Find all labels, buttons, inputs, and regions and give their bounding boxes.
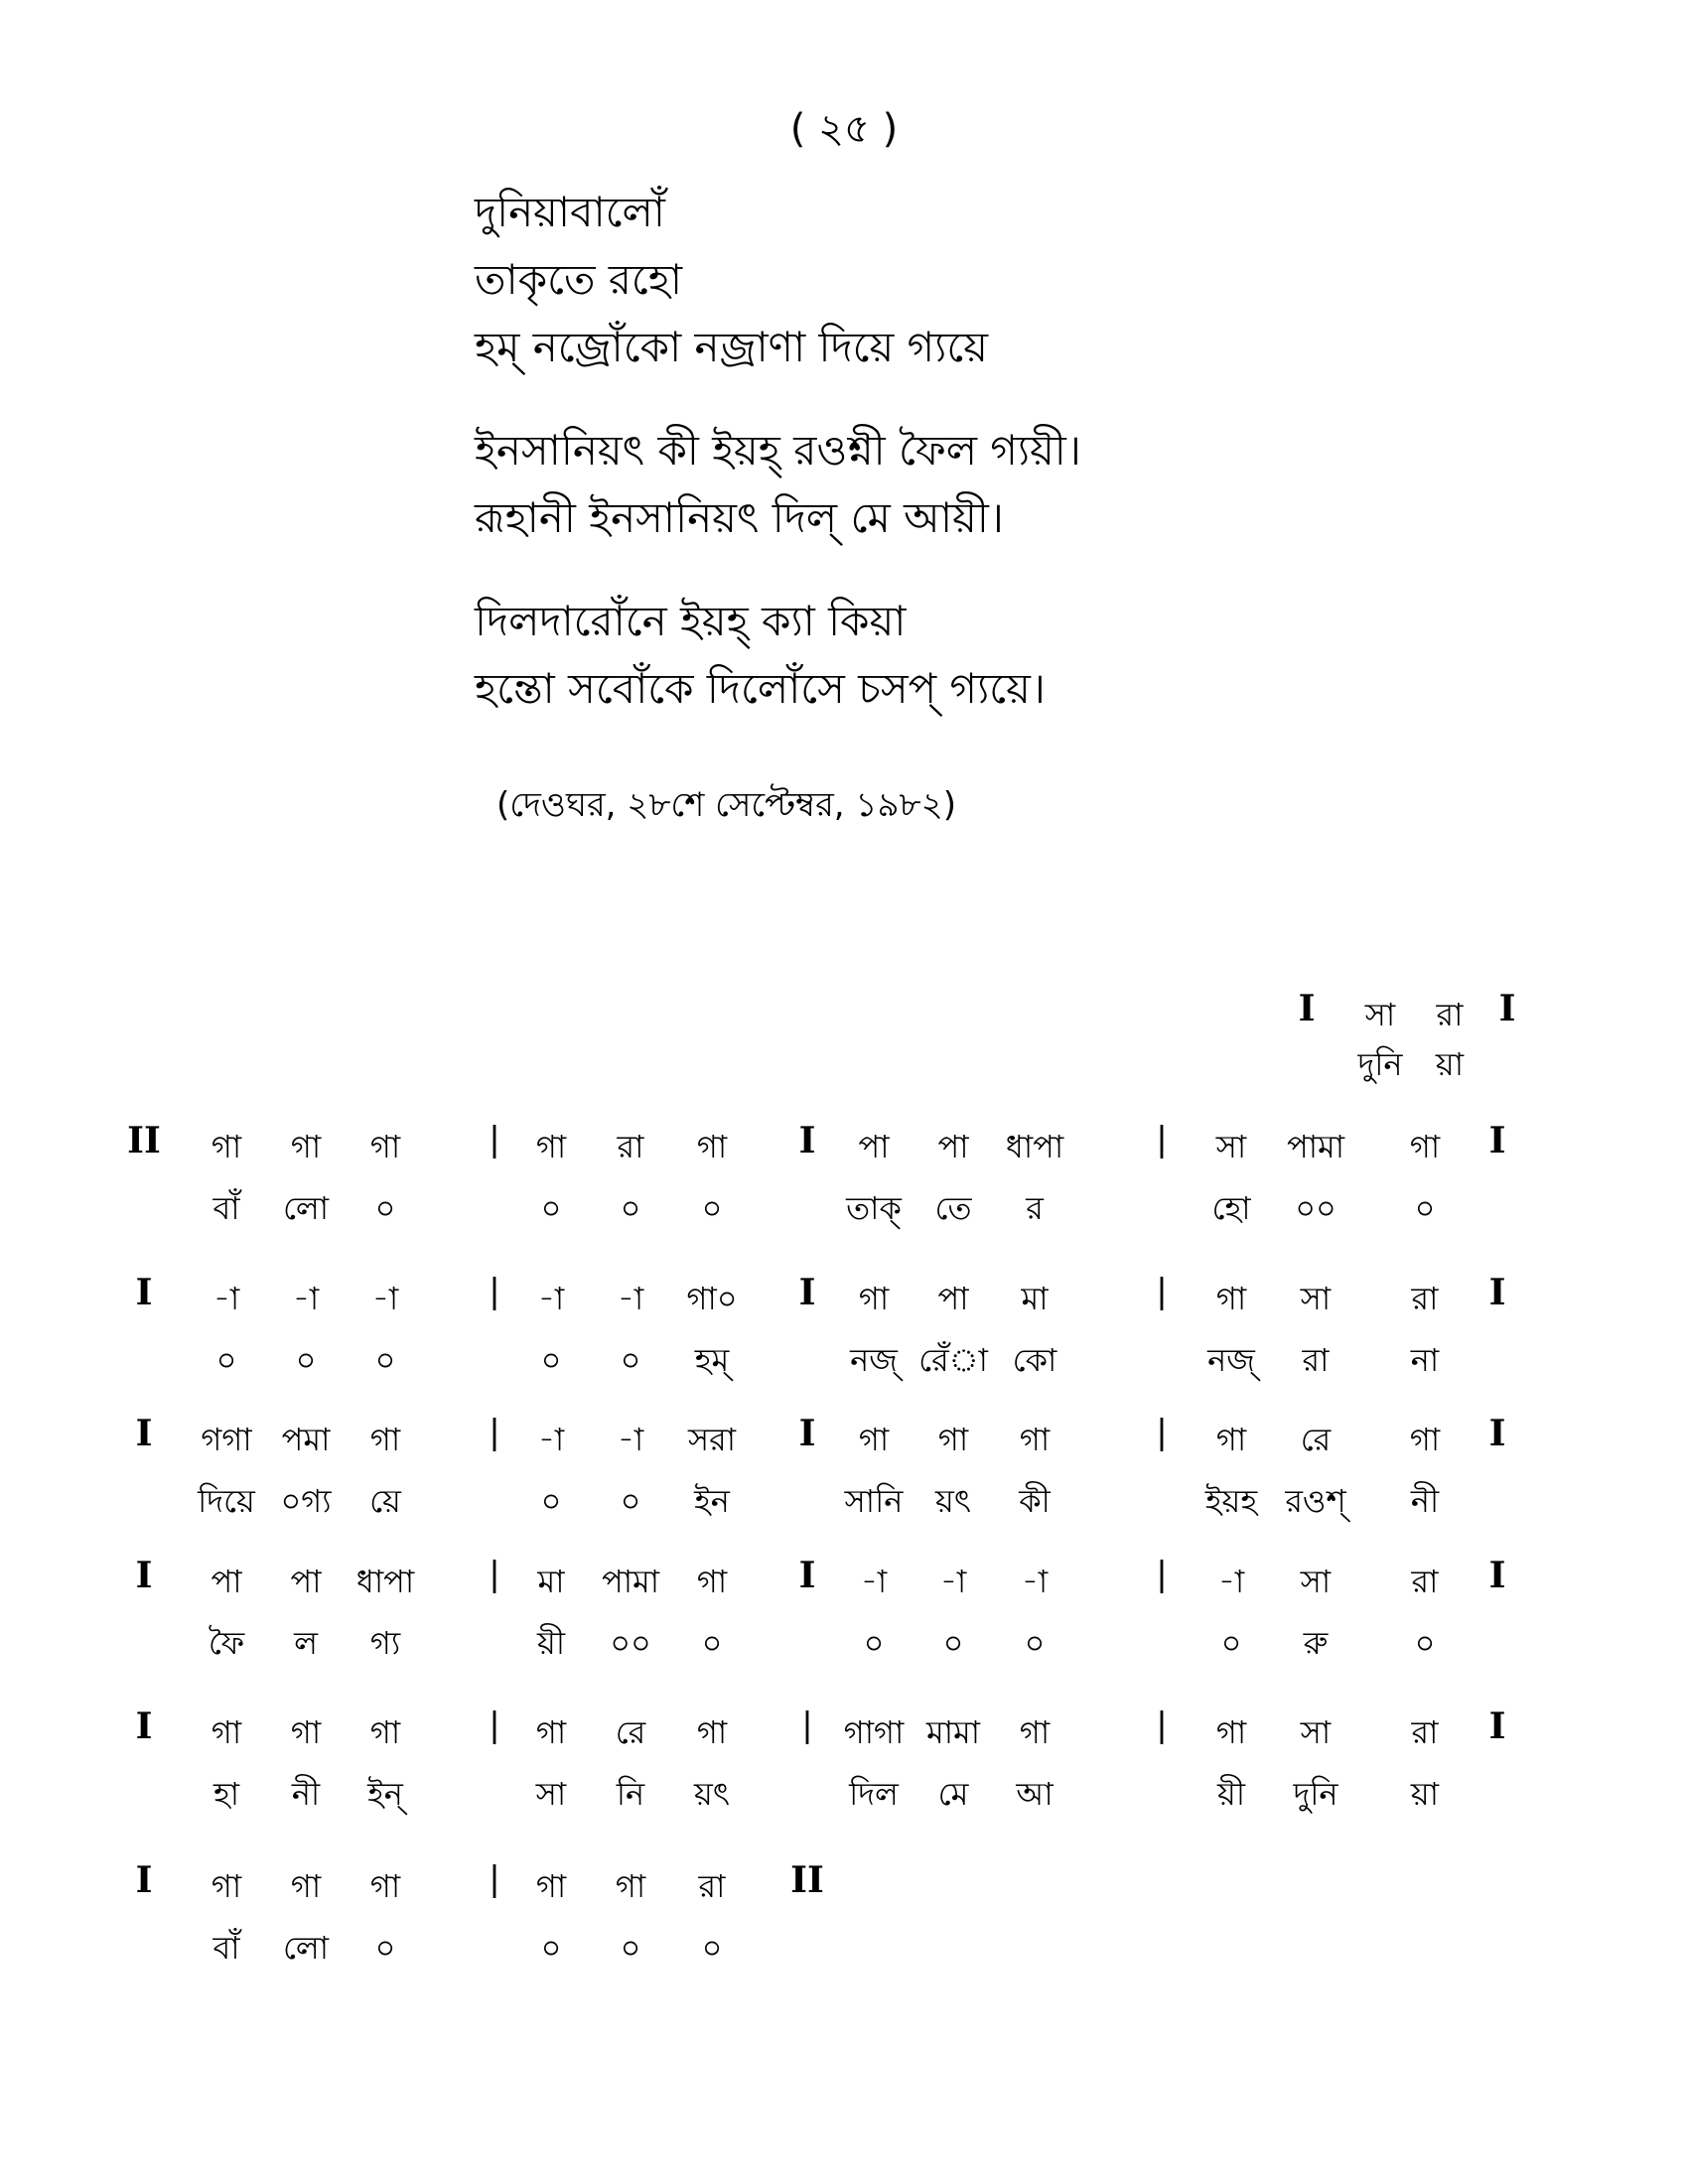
lyric-cell: ০ — [1220, 1624, 1242, 1662]
lyric-cell: ০ — [215, 1341, 237, 1379]
lyric-cell: তে — [934, 1189, 972, 1227]
bar-line: I — [1488, 1706, 1506, 1747]
bar-line: | — [489, 1272, 500, 1311]
lyric-cell: ০ — [701, 1189, 723, 1227]
note-cell: -া — [212, 1280, 240, 1317]
lyric-cell: আ — [1016, 1775, 1054, 1813]
lyric-cell: ০ — [540, 1189, 562, 1227]
note-cell: গা — [535, 1713, 567, 1751]
bar-line: I — [135, 1859, 153, 1901]
note-cell: গা — [858, 1280, 890, 1317]
note-cell: মা — [1021, 1280, 1049, 1317]
lyric-line: ইনসানিয়ৎ কী ইয়হ্ রওশ্নী ফৈল গ্যয়ী। — [475, 426, 1081, 475]
lyric-cell: ০ — [374, 1189, 396, 1227]
note-cell: গা — [211, 1128, 242, 1165]
bar-line: | — [489, 1120, 500, 1160]
lyric-cell: য়ৎ — [694, 1775, 730, 1813]
lyric-cell: দুনি — [1293, 1775, 1338, 1813]
lyric-cell: য়ৎ — [935, 1482, 971, 1520]
note-cell: গা — [535, 1867, 567, 1905]
note-cell: পা — [858, 1128, 890, 1165]
lyric-cell: দুনি — [1357, 1045, 1403, 1083]
note-cell: -া — [1021, 1563, 1049, 1600]
lyric-cell: ০০ — [610, 1624, 651, 1662]
lyric-cell: ০গ্য — [280, 1482, 332, 1520]
bar-line: I — [798, 1413, 816, 1454]
note-cell: রা — [1411, 1563, 1439, 1600]
lyric-cell: ফৈ — [208, 1624, 245, 1662]
note-cell: গা — [369, 1421, 401, 1458]
lyric-cell: মে — [937, 1775, 969, 1813]
note-cell: গা — [211, 1867, 242, 1905]
lyric-cell: দিয়ে — [198, 1482, 255, 1520]
lyric-cell: ইন — [694, 1482, 730, 1520]
note-cell: গা — [369, 1128, 401, 1165]
bar-line: I — [1488, 1272, 1506, 1313]
bar-line: I — [135, 1555, 153, 1596]
lyric-cell: রওশ্ — [1285, 1482, 1346, 1520]
note-cell: গা — [535, 1128, 567, 1165]
lyric-cell: য়ী — [536, 1624, 566, 1662]
note-cell: -া — [617, 1421, 644, 1458]
lyric-cell: বাঁ — [212, 1189, 240, 1227]
note-cell: -া — [537, 1421, 565, 1458]
lyric-line: তাকৃতে রহো — [475, 255, 683, 304]
note-cell: মা — [537, 1563, 565, 1600]
lyric-cell: ০০ — [1295, 1189, 1336, 1227]
lyric-cell: ০ — [540, 1929, 562, 1967]
bar-line: | — [1156, 1555, 1168, 1594]
note-cell: পা — [290, 1563, 322, 1600]
note-cell: ধাপা — [1005, 1128, 1064, 1165]
lyric-cell: রা — [1302, 1341, 1330, 1379]
lyric-cell: ল — [294, 1624, 318, 1662]
lyric-cell: লো — [282, 1929, 330, 1967]
note-cell: গা — [1019, 1421, 1051, 1458]
lyric-cell: ০ — [620, 1341, 641, 1379]
lyric-cell: ইয়হ — [1204, 1482, 1258, 1520]
bar-line: I — [798, 1272, 816, 1313]
note-cell: গা — [696, 1128, 728, 1165]
lyric-cell: ০ — [701, 1929, 723, 1967]
bar-line: | — [489, 1706, 500, 1745]
note-cell: ধাপা — [355, 1563, 415, 1600]
lyric-cell: য়ী — [1216, 1775, 1246, 1813]
bar-line: I — [1488, 1120, 1506, 1161]
lyric-cell: নি — [616, 1775, 645, 1813]
bar-line: | — [1156, 1706, 1168, 1745]
lyric-cell: ০ — [540, 1341, 562, 1379]
lyric-cell: র — [1026, 1189, 1044, 1227]
note-cell: গা — [211, 1713, 242, 1751]
bar-line: | — [1156, 1120, 1168, 1160]
lyric-cell: লো — [282, 1189, 330, 1227]
note-cell: পামা — [601, 1563, 660, 1600]
note-cell: পা — [937, 1128, 969, 1165]
bar-line: | — [489, 1555, 500, 1594]
lyric-cell: হা — [212, 1775, 240, 1813]
note-cell: -া — [292, 1280, 320, 1317]
bar-line: I — [1498, 988, 1516, 1029]
note-cell: সা — [1300, 1563, 1332, 1600]
bar-line: I — [1488, 1555, 1506, 1596]
lyric-line: হম্তো সবোঁকে দিলোঁসে চসপ্ গ্যয়ে। — [475, 664, 1046, 713]
bar-line: I — [798, 1555, 816, 1596]
dateline: (দেওঘর, ২৮শে সেপ্টেম্বর, ১৯৮২) — [496, 785, 956, 825]
note-cell: -া — [537, 1280, 565, 1317]
lyric-cell: দিল — [849, 1775, 899, 1813]
lyric-cell: ০ — [942, 1624, 964, 1662]
note-cell: রে — [615, 1713, 646, 1751]
lyric-cell: হো — [1211, 1189, 1251, 1227]
lyric-cell: রু — [1303, 1624, 1329, 1662]
lyric-cell: ০ — [863, 1624, 885, 1662]
bar-line: II — [790, 1859, 824, 1901]
note-cell: রা — [698, 1867, 726, 1905]
lyric-cell: কী — [1019, 1482, 1051, 1520]
lyric-cell: নজ্ — [850, 1341, 898, 1379]
note-cell: পামা — [1286, 1128, 1345, 1165]
note-cell: গা — [369, 1867, 401, 1905]
bar-line: I — [135, 1272, 153, 1313]
note-cell: পা — [937, 1280, 969, 1317]
note-cell: রা — [1436, 996, 1464, 1033]
lyric-line: দিলদারোঁনে ইয়হ্ ক্যা কিয়া — [475, 597, 907, 645]
note-cell: গা — [290, 1867, 322, 1905]
note-cell: গাগা — [843, 1713, 905, 1751]
lyric-cell: সানি — [844, 1482, 904, 1520]
lyric-cell: নী — [291, 1775, 321, 1813]
note-cell: গা০ — [686, 1280, 738, 1317]
note-cell: রা — [1411, 1280, 1439, 1317]
note-cell: গা — [1409, 1421, 1441, 1458]
lyric-cell: ০ — [540, 1482, 562, 1520]
note-cell: সরা — [687, 1421, 737, 1458]
lyric-cell: ০ — [620, 1482, 641, 1520]
page-number: ( ২৫ ) — [789, 106, 899, 152]
note-cell: গা — [369, 1713, 401, 1751]
note-cell: মামা — [925, 1713, 981, 1751]
bar-line: I — [1488, 1413, 1506, 1454]
lyric-cell: য়া — [1435, 1045, 1465, 1083]
note-cell: সা — [1300, 1713, 1332, 1751]
lyric-line: দুনিয়াবালোঁ — [475, 188, 665, 236]
note-cell: -া — [939, 1563, 967, 1600]
lyric-cell: কো — [1012, 1341, 1057, 1379]
note-cell: রা — [617, 1128, 644, 1165]
note-cell: রা — [1411, 1713, 1439, 1751]
lyric-cell: সা — [535, 1775, 567, 1813]
lyric-cell: ০ — [1414, 1189, 1436, 1227]
note-cell: -া — [860, 1563, 888, 1600]
note-cell: -া — [617, 1280, 644, 1317]
note-cell: সা — [1364, 996, 1396, 1033]
lyric-cell: রেঁা — [918, 1341, 988, 1379]
lyric-cell: নজ্ — [1207, 1341, 1255, 1379]
lyric-cell: য়া — [1410, 1775, 1440, 1813]
lyric-cell: ০ — [295, 1341, 317, 1379]
note-cell: গা — [1215, 1713, 1247, 1751]
bar-line: | — [1156, 1413, 1168, 1452]
note-cell: পমা — [281, 1421, 331, 1458]
lyric-cell: গ্য — [369, 1624, 401, 1662]
lyric-cell: ০ — [701, 1624, 723, 1662]
bar-line: I — [135, 1706, 153, 1747]
lyric-cell: তাক্ — [846, 1189, 902, 1227]
note-cell: রে — [1300, 1421, 1332, 1458]
lyric-line: রূহানী ইনসানিয়ৎ দিল্ মে আয়ী। — [475, 493, 1004, 542]
note-cell: গা — [290, 1713, 322, 1751]
bar-line: I — [135, 1413, 153, 1454]
bar-line: II — [127, 1120, 161, 1161]
note-cell: -া — [1217, 1563, 1245, 1600]
lyric-cell: না — [1410, 1341, 1440, 1379]
note-cell: গা — [1215, 1280, 1247, 1317]
lyric-cell: ০ — [620, 1929, 641, 1967]
lyric-cell: বাঁ — [212, 1929, 240, 1967]
bar-line: | — [489, 1413, 500, 1452]
lyric-cell: ০ — [374, 1341, 396, 1379]
lyric-cell: হম্ — [694, 1341, 730, 1379]
lyric-cell: ০ — [374, 1929, 396, 1967]
bar-line: I — [1298, 988, 1316, 1029]
note-cell: গা — [937, 1421, 969, 1458]
bar-line: | — [1156, 1272, 1168, 1311]
lyric-cell: ০ — [1414, 1624, 1436, 1662]
note-cell: গা — [696, 1713, 728, 1751]
note-cell: গা — [858, 1421, 890, 1458]
note-cell: গা — [696, 1563, 728, 1600]
lyric-cell: নী — [1410, 1482, 1440, 1520]
lyric-cell: য়ে — [369, 1482, 401, 1520]
lyric-cell: ০ — [1024, 1624, 1046, 1662]
note-cell: পা — [211, 1563, 242, 1600]
note-cell: গা — [1409, 1128, 1441, 1165]
note-cell: গা — [1215, 1421, 1247, 1458]
note-cell: সা — [1215, 1128, 1247, 1165]
bar-line: I — [798, 1120, 816, 1161]
lyric-line: হম্ নজ্রোঁকো নজ্রাণা দিয়ে গ্যয়ে — [475, 323, 988, 371]
note-cell: গা — [290, 1128, 322, 1165]
lyric-cell: ০ — [620, 1189, 641, 1227]
note-cell: গগা — [201, 1421, 252, 1458]
bar-line: | — [489, 1859, 500, 1899]
lyric-cell: ইন্ — [367, 1775, 403, 1813]
note-cell: -া — [371, 1280, 399, 1317]
note-cell: গা — [1019, 1713, 1051, 1751]
note-cell: গা — [615, 1867, 646, 1905]
note-cell: সা — [1300, 1280, 1332, 1317]
bar-line: | — [801, 1706, 813, 1745]
